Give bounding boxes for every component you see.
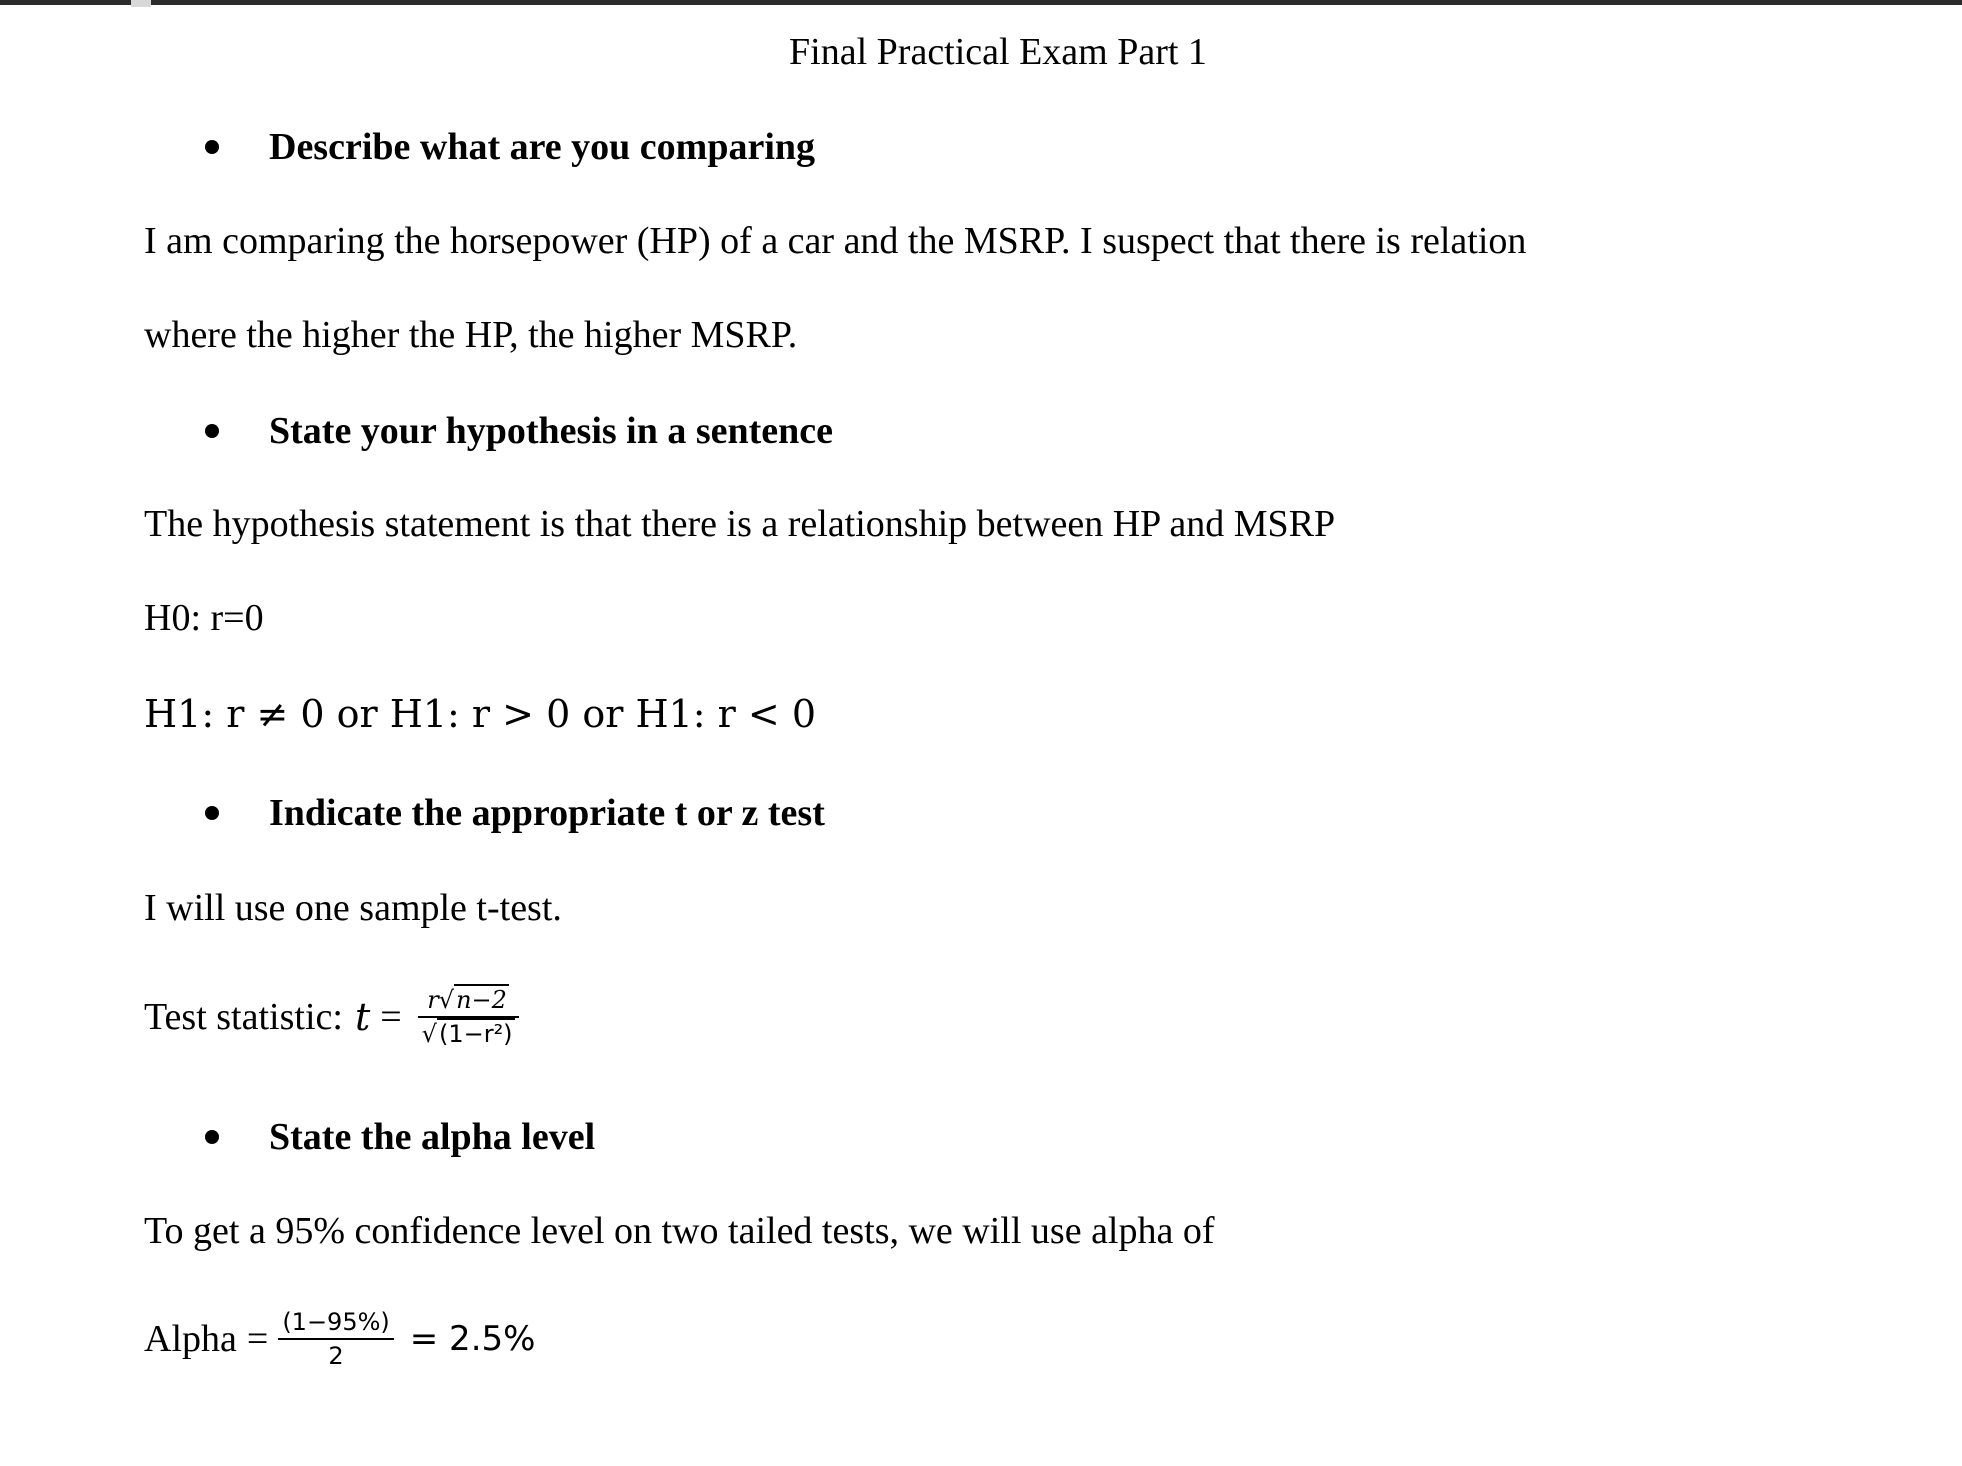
bullet-icon [205,140,219,154]
document-title: Final Practical Exam Part 1 [789,31,1207,73]
bullet-icon [205,1130,219,1144]
section-heading-comparing [205,123,815,171]
formula-equals: = [380,996,402,1038]
formula-numerator: r√n−2 [427,986,507,1014]
formula-fraction [278,1306,393,1372]
heading-text: Describe what are you comparing [269,126,816,168]
heading-text: State your hypothesis in a sentence [269,410,834,452]
alpha-formula [144,1297,535,1381]
sqrt-icon: √ [438,986,455,1014]
formula-fraction [418,984,519,1050]
window-top-bar [0,0,1962,5]
heading-text: State the alpha level [269,1116,596,1158]
heading-text: Indicate the appropriate t or z test [269,792,825,834]
paragraph-line: To get a 95% confidence level on two tailed tests, we will use alpha of [144,1210,1215,1252]
paragraph-line: where the higher the HP, the higher MSRP. [144,314,798,356]
sqrt-icon: √ [421,1020,437,1048]
paragraph-line: I will use one sample t-test. [144,887,562,929]
formula-equals: = [246,1318,269,1360]
paragraph-line: The hypothesis statement is that there is a relationship between HP and MSRP [144,503,1336,545]
window-tab-marker [131,0,151,7]
paragraph-line: I am comparing the horsepower (HP) of a car and the MSRP. I suspect that there is relation [144,220,1527,262]
formula-variable: t [354,995,371,1039]
bullet-icon [205,424,219,438]
formula-result: = 2.5% [409,1319,536,1359]
section-heading-hypothesis [205,407,833,455]
formula-denominator: √(1−r²) [421,1020,513,1048]
formula-label: Alpha [144,1318,237,1360]
section-heading-alpha [205,1113,595,1161]
alternative-hypothesis: H1: r ≠ 0 or H1: r > 0 or H1: r < 0 [144,692,817,736]
test-statistic-formula [144,972,525,1062]
formula-denominator: 2 [328,1342,344,1370]
section-heading-test [205,789,825,837]
null-hypothesis: H0: r=0 [144,597,264,639]
bullet-icon [205,806,219,820]
formula-label: Test statistic: [144,996,343,1038]
formula-numerator: (1−95%) [282,1308,390,1336]
